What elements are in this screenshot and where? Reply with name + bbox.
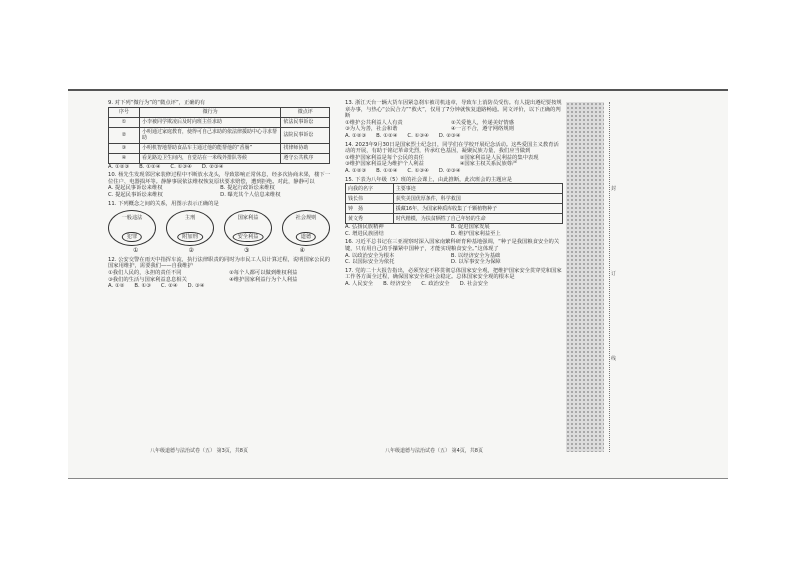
option: D. ②③④ bbox=[438, 132, 461, 139]
statement: ①我们人民的，永担的责任不同 bbox=[108, 269, 182, 276]
option: C. 政治安全 bbox=[421, 280, 450, 287]
statement: ②每个人都可以做到维权利益 bbox=[229, 269, 298, 276]
table-row bbox=[109, 153, 330, 163]
q9-header-1: 微行为 bbox=[139, 107, 280, 117]
binding-mark: 封 bbox=[611, 186, 617, 192]
option: B. 经济安全 bbox=[383, 280, 412, 287]
diagram-number: ② bbox=[188, 247, 194, 255]
inner-label: 附加刑 bbox=[177, 232, 203, 243]
q9-header-0: 序号 bbox=[109, 107, 140, 117]
venn-diagram bbox=[108, 210, 156, 246]
q9-cell: ③ bbox=[109, 143, 140, 153]
table-row bbox=[346, 194, 563, 204]
venn-diagram bbox=[166, 210, 214, 246]
top-rule bbox=[68, 89, 728, 91]
q15-cell: 获奖美国优厚条件，科学救国 bbox=[393, 194, 562, 204]
option: D. ③④ bbox=[187, 283, 205, 290]
q15-table bbox=[345, 183, 563, 224]
q15-stem: 15. 下表为八年级（5）班的社会课上，由此推断，此次班会的主题应是 bbox=[345, 176, 513, 183]
venn-diagram bbox=[224, 210, 272, 246]
q9-cell: 法院民事诉讼 bbox=[281, 127, 330, 143]
option: D. 曝光其个人信息来维权 bbox=[220, 191, 281, 198]
q9-options bbox=[108, 164, 330, 171]
q9-cell: 看见路边卫生间内，自觉站在一米线外排队等候 bbox=[139, 153, 280, 163]
q9-header-2: 微点评 bbox=[281, 107, 330, 117]
q12-items bbox=[108, 270, 330, 283]
option: B. 促进国家发展 bbox=[450, 224, 490, 231]
q15-cell: 黄文秀 bbox=[346, 214, 394, 224]
statement: ③我们的生活与国家利益息息相关 bbox=[108, 276, 187, 283]
table-row bbox=[346, 214, 563, 224]
q9-cell: ① bbox=[109, 117, 140, 127]
option: B. ①②④ bbox=[139, 163, 161, 170]
option: C. ①③④ bbox=[407, 167, 429, 174]
option: D. ②③④ bbox=[438, 167, 461, 174]
q17-options bbox=[345, 281, 563, 288]
option: A. 以政治安全为根本 bbox=[345, 252, 395, 259]
statement: ②国家利益是人民利益的集中表现 bbox=[459, 154, 539, 161]
q9-cell: 依法民事诉讼 bbox=[281, 117, 330, 127]
q12-stem: 12. 公安交警在雨天中指挥车流，执行法律职责的同时为市民工人员计算过程，说明国家公民的国家用维护，需要我们——自我维护 bbox=[108, 256, 330, 270]
q15-header-1: 主要事迹 bbox=[393, 184, 562, 194]
statement: ③维护国家利益是为维护个人利益 bbox=[345, 161, 424, 168]
q9-cell: 小李被同学欺凌后及时向班主任求助 bbox=[139, 117, 280, 127]
option: C. ②④ bbox=[160, 283, 178, 290]
q15-header-0: 向我的名字 bbox=[346, 184, 394, 194]
option: B. 提起行政诉讼来维权 bbox=[220, 185, 275, 192]
binding-mark: 线 bbox=[611, 356, 617, 362]
venn-diagram bbox=[282, 210, 330, 246]
option: A. ①② bbox=[108, 283, 125, 290]
table-row bbox=[346, 204, 563, 214]
q10-options bbox=[108, 185, 330, 198]
q11-stem: 11. 下列概念之间的关系，用图示表示正确的是 bbox=[108, 200, 219, 207]
q13-stem: 13. 浙江天台一辆大货车因紧急刹车被司机违章，导致车上消防员受伤。有人提出遵纪要按规章办事，与热心“公民合力”“救火”，仅用了7分钟就恢复道路畅通。同文评价，以下正确的判断 bbox=[345, 100, 562, 120]
q14-options bbox=[345, 168, 563, 175]
q13-options bbox=[345, 133, 563, 140]
q16-options bbox=[345, 253, 563, 266]
q9-cell: ② bbox=[109, 127, 140, 143]
outer-label: 一般违法 bbox=[121, 215, 143, 222]
option: D. 社会安全 bbox=[459, 280, 489, 287]
q12-options bbox=[108, 283, 330, 290]
inner-label: 安全利益 bbox=[233, 232, 264, 243]
option: D. 维护国家利益至上 bbox=[450, 230, 501, 237]
q15-options bbox=[345, 224, 563, 237]
q9-cell: ④ bbox=[109, 153, 140, 163]
q9-stem: 9. 对下列“微行为”的“微点评”，正确的有 bbox=[108, 100, 206, 106]
outer-label: 主刑 bbox=[184, 215, 196, 222]
q9-cell: 找律师协助 bbox=[281, 143, 330, 153]
option: C. 以国际安全为依托 bbox=[345, 259, 395, 266]
q15-cell: 钱长伟 bbox=[346, 194, 394, 204]
q15-cell: 援藏16年，为国家种质库收集了千颗植物种子 bbox=[393, 204, 562, 214]
inner-label: 犯罪 bbox=[122, 232, 142, 243]
binding-line bbox=[609, 102, 610, 452]
option: C. ①③④ bbox=[407, 132, 429, 139]
diagram-number: ① bbox=[133, 247, 139, 255]
option: B. ①②④ bbox=[376, 167, 398, 174]
table-row bbox=[109, 127, 330, 143]
option: A. 弘扬民族精神 bbox=[345, 224, 384, 231]
q15-cell: 时代楷模，为扶贫牺牲了自己年轻的生命 bbox=[393, 214, 562, 224]
q10-stem: 10. 杨先生发现邻居家装修过程中不断放水龙头，导致影响正常休息，经多次协商未果，楼下一位住户、电器损坏等。静静事展依法维权恢复原状要求赔偿，遭到拒绝。对此，静静可以 bbox=[108, 172, 330, 185]
statement: ③为人为善，社会和谐 bbox=[345, 126, 398, 133]
q14-items bbox=[345, 155, 563, 168]
inner-label: 道德 bbox=[296, 232, 316, 243]
option: D. ②③④ bbox=[201, 163, 224, 170]
table-row bbox=[109, 143, 330, 153]
right-page bbox=[345, 100, 563, 287]
option: B. ①②④ bbox=[376, 132, 398, 139]
option: C. ①③④ bbox=[170, 163, 192, 170]
binding-mark: 订 bbox=[611, 271, 617, 277]
q11-diagrams bbox=[108, 210, 330, 246]
statement: ④国家主权关系民族尊严 bbox=[459, 161, 518, 168]
option: C. 增进民族团结 bbox=[345, 230, 384, 237]
outer-label: 社会规则 bbox=[295, 215, 317, 222]
q9-cell: 遵守公共秩序 bbox=[281, 153, 330, 163]
table-row bbox=[109, 117, 330, 127]
statement: ④一言不合，遵守网络规则 bbox=[450, 126, 514, 133]
diagram-number: ③ bbox=[244, 247, 250, 255]
option: A. ①②③ bbox=[108, 163, 130, 170]
left-footer: 八年级道德与法治试卷（五） 第3页，共8页 bbox=[150, 448, 248, 454]
q16-stem: 16. 习近平总书记在三亚视察时深入国家南繁科研育种基地强调，“种子是我国粮食安全的关键，只有用自己的手攥紧中国种子，才能实现粮食安全。”这体现了 bbox=[345, 239, 560, 252]
option: A. 提起民事诉讼来维权 bbox=[108, 185, 163, 192]
q9-table bbox=[108, 107, 330, 164]
outer-label: 国家利益 bbox=[237, 215, 259, 222]
q13-items bbox=[345, 120, 563, 133]
q11-labels bbox=[108, 248, 330, 255]
q15-cell: 钟 扬 bbox=[346, 204, 394, 214]
q17-stem: 17. 党的二十大报告指出，必须坚定不移贯彻总体国家安全观，把维护国家安全贯穿党和国家工作各方面全过程，确保国家安全和社会稳定。总体国家安全观的根本是 bbox=[345, 267, 562, 281]
option: D. 以军事安全为保障 bbox=[450, 259, 501, 266]
option: A. ①②③ bbox=[345, 132, 367, 139]
option: A. 人民安全 bbox=[345, 280, 374, 287]
statement: ①维护国家利益是每个公民的责任 bbox=[345, 154, 424, 161]
statement: ②关爱他人，传递美好情感 bbox=[450, 119, 514, 126]
left-page bbox=[108, 100, 330, 290]
bottom-rule bbox=[68, 478, 728, 479]
q9-cell: 小明机智地帮助食品车主通过他的能帮他的“香肠” bbox=[139, 143, 280, 153]
option: C. 提起民事诉讼来维权 bbox=[108, 191, 163, 198]
statement: ④维护国家利益行为个人利益 bbox=[229, 276, 298, 283]
answer-margin-strip bbox=[566, 102, 604, 452]
option: B. 以经济安全为基础 bbox=[450, 252, 501, 259]
right-footer: 八年级道德与法治试卷（五） 第4页，共8页 bbox=[385, 448, 483, 454]
diagram-number: ④ bbox=[299, 247, 305, 255]
option: B. ①③ bbox=[134, 283, 151, 290]
q14-stem: 14. 2023年9月30日是国家烈士纪念日，同学们在学校开展纪念活动。这些爱国主义教育活动的开展，有助于铭记革命先烈，传承红色基因，凝聚民族力量，我们应当做到 bbox=[345, 141, 559, 155]
q9-cell: 小明通过家庭教育，使得可自己求助的依法律援助中心寻求帮助 bbox=[139, 127, 280, 143]
option: A. ①②③ bbox=[345, 167, 367, 174]
statement: ①维护公共利益人人有责 bbox=[345, 119, 403, 126]
